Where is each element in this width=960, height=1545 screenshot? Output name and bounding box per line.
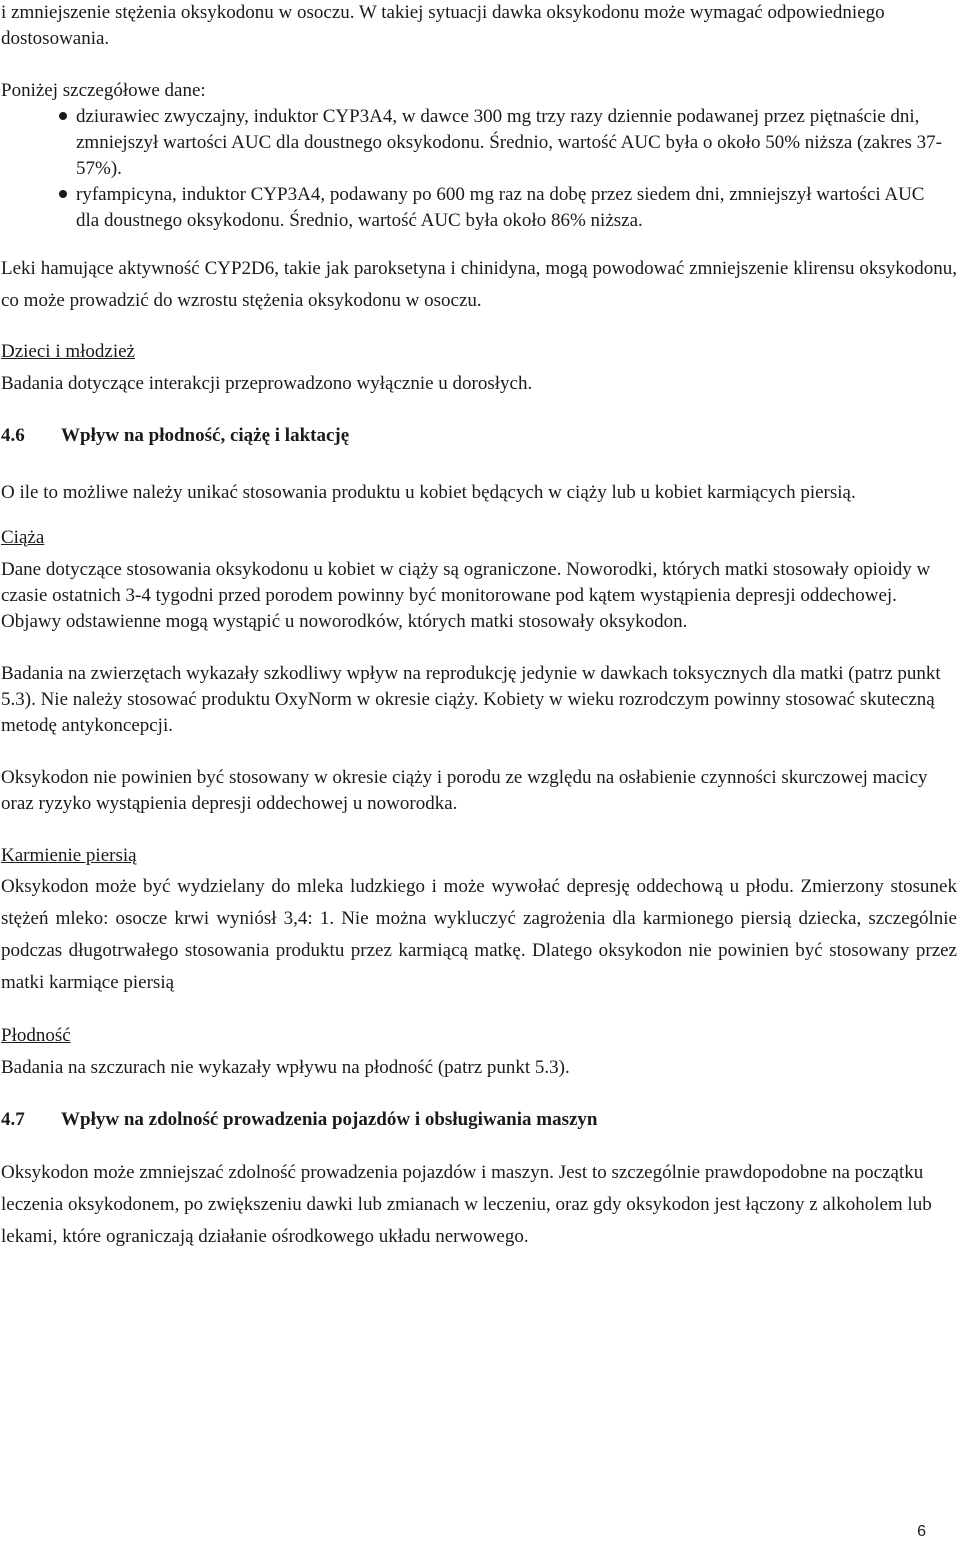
cyp2d6-paragraph: Leki hamujące aktywność CYP2D6, takie jak paroksetyna i chinidyna, mogą powodować zmniejszenie klirensu oksykodonu, co może prowadzić do wzrostu stężenia oksykodonu w osoczu.: [1, 258, 957, 311]
breastfeeding-paragraph: Oksykodon może być wydzielany do mleka ludzkiego i może wywołać depresję oddechową u płodu. Zmierzony stosunek stężeń mleko: osocze krwi wyniósł 3,4: 1. Nie można wykluczyć zagrożenia dla karmionego piersią dziecka, szczególnie podczas długotrwałego stosowania produktu przez karmiącą matkę. Dlatego oksykodon nie powinien być stosowany przez matki karmiące piersią: [1, 876, 957, 993]
section-title: Wpływ na zdolność prowadzenia pojazdów i obsługiwania maszyn: [61, 1109, 598, 1130]
bullet-text: ryfampicyna, induktor CYP3A4, podawany po 600 mg raz na dobę przez siedem dni, zmniejszył wartości AUC dla doustnego oksykodonu. Średnio, wartość AUC była około 86% niższa.: [76, 184, 925, 231]
bullet-icon: [59, 112, 67, 120]
bullet-text: dziurawiec zwyczajny, induktor CYP3A4, w dawce 300 mg trzy razy dziennie podawanej przez piętnaście dni, zmniejszył wartości AUC dla doustnego oksykodonu. Średnio, wartość AUC była o około 50% niższa (zakres 37-57%).: [76, 106, 942, 179]
section-4-6-intro: O ile to możliwe należy unikać stosowania produktu u kobiet będących w ciąży lub u kobiet karmiących piersią.: [1, 482, 856, 503]
fertility-heading: Płodność: [1, 1025, 71, 1046]
pregnancy-paragraph-1: Dane dotyczące stosowania oksykodonu u kobiet w ciąży są ograniczone. Noworodki, których matki stosowały opioidy w czasie ostatnich 3-4 tygodni przed porodem powinny być monitorowane pod kątem wystąpienia depresji oddechowej. Objawy odstawienne mogą wystąpić u noworodków, których matki stosowały oksykodon.: [1, 559, 931, 632]
pregnancy-paragraph-3: Oksykodon nie powinien być stosowany w okresie ciąży i porodu ze względu na osłabienie czynności skurczowej macicy oraz ryzyko wystąpienia depresji oddechowej u noworodka.: [1, 767, 928, 814]
pregnancy-heading: Ciąża: [1, 527, 45, 548]
list-item: [1, 182, 946, 234]
continuation-paragraph: i zmniejszenie stężenia oksykodonu w osoczu. W takiej sytuacji dawka oksykodonu może wymagać odpowiedniego dostosowania.: [1, 2, 885, 49]
children-heading: Dzieci i młodzież: [1, 341, 135, 362]
bullet-icon: [59, 190, 67, 198]
breastfeeding-heading: Karmienie piersią: [1, 845, 137, 866]
document-page: [1, 0, 957, 1253]
section-title: Wpływ na płodność, ciążę i laktację: [61, 425, 350, 446]
section-number: 4.6: [1, 425, 25, 446]
section-4-7-heading: [1, 1107, 957, 1133]
section-number: 4.7: [1, 1109, 25, 1130]
section-4-6-heading: [1, 423, 957, 449]
page-number: 6: [917, 1523, 926, 1540]
interaction-bullet-list: [1, 104, 957, 234]
list-item: [1, 104, 946, 182]
details-intro: Poniżej szczegółowe dane:: [1, 80, 206, 101]
pregnancy-paragraph-2: Badania na zwierzętach wykazały szkodliwy wpływ na reprodukcję jedynie w dawkach toksycznych dla matki (patrz punkt 5.3). Nie należy stosować produktu OxyNorm w okresie ciąży. Kobiety w wieku rozrodczym powinny stosować skuteczną metodę antykoncepcji.: [1, 663, 941, 736]
section-4-7-paragraph: Oksykodon może zmniejszać zdolność prowadzenia pojazdów i maszyn. Jest to szczególnie prawdopodobne na początku leczenia oksykodonem, po zwiększeniu dawki lub zmianach w leczeniu, oraz gdy oksykodon jest łączony z alkoholem lub lekami, które ograniczają działanie ośrodkowego układu nerwowego.: [1, 1162, 932, 1247]
fertility-paragraph: Badania na szczurach nie wykazały wpływu na płodność (patrz punkt 5.3).: [1, 1057, 570, 1078]
children-text: Badania dotyczące interakcji przeprowadzono wyłącznie u dorosłych.: [1, 373, 533, 394]
